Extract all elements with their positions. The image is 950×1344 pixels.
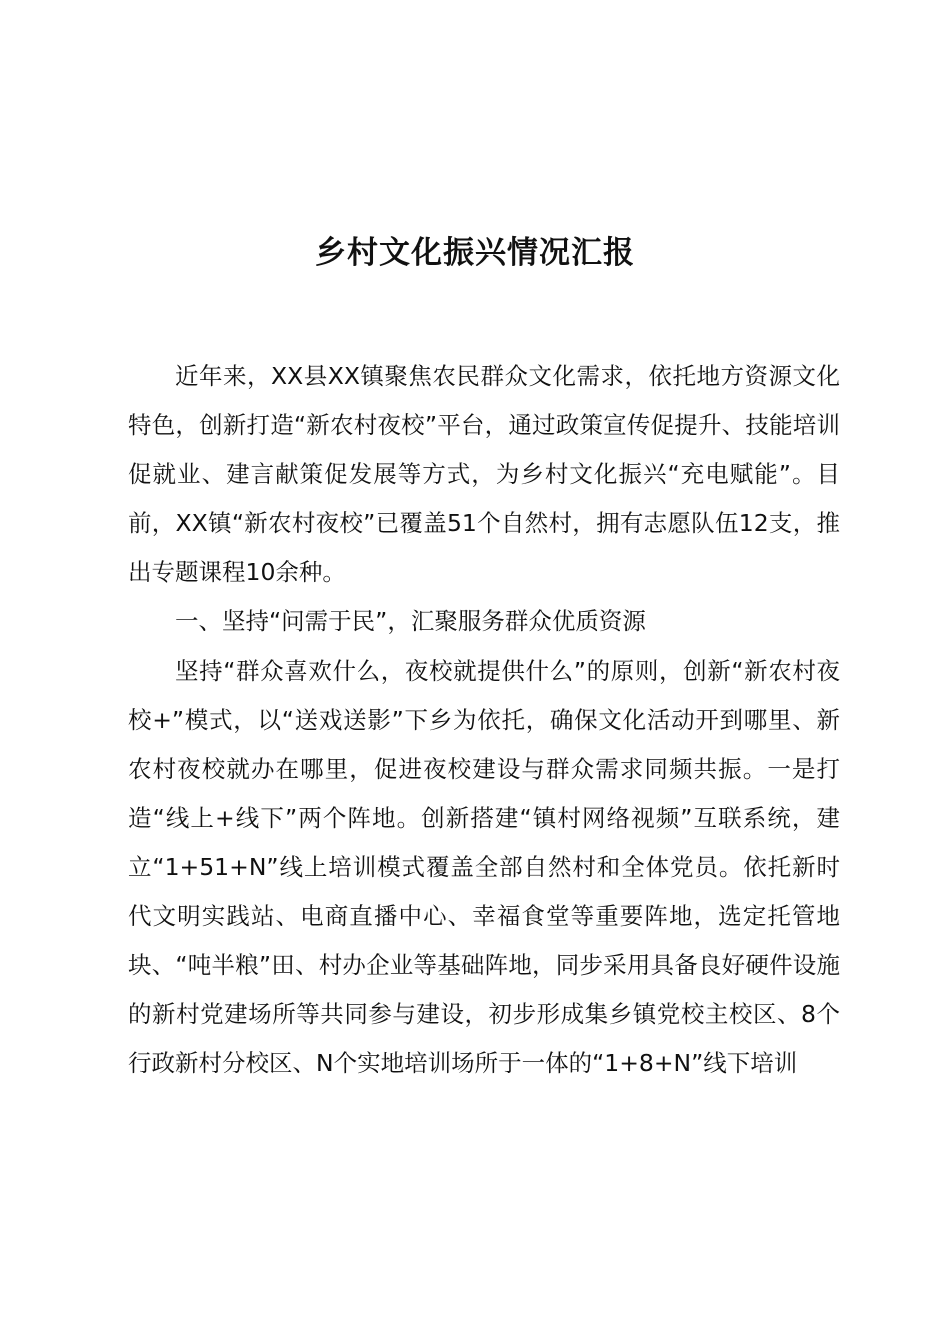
section-heading-1: 一、坚持“问需于民”，汇聚服务群众优质资源	[175, 607, 646, 636]
document-body	[128, 352, 840, 1088]
section-paragraph-1: 坚持“群众喜欢什么，夜校就提供什么”的原则，创新“新农村夜校+”模式，以“送戏送影”下乡为依托，确保文化活动开到哪里、新农村夜校就办在哪里，促进夜校建设与群众需求同频共振。一是打造“线上+线下”两个阵地。创新搭建“镇村网络视频”互联系统，建立“1+51+N”线上培训模式覆盖全部自然村和全体党员。依托新时代文明实践站、电商直播中心、幸福食堂等重要阵地，选定托管地块、“吨半粮”田、村办企业等基础阵地，同步采用具备良好硬件设施的新村党建场所等共同参与建设，初步形成集乡镇党校主校区、8个行政新村分校区、N个实地培训场所于一体的“1+8+N”线下培训	[128, 656, 840, 1078]
document-title: 乡村文化振兴情况汇报	[315, 234, 635, 271]
intro-paragraph: 近年来，XX县XX镇聚焦农民群众文化需求，依托地方资源文化特色，创新打造“新农村夜校”平台，通过政策宣传促提升、技能培训促就业、建言献策促发展等方式，为乡村文化振兴“充电赋能”。目前，XX镇“新农村夜校”已覆盖51个自然村，拥有志愿队伍12支，推出专题课程10余种。	[128, 362, 840, 587]
